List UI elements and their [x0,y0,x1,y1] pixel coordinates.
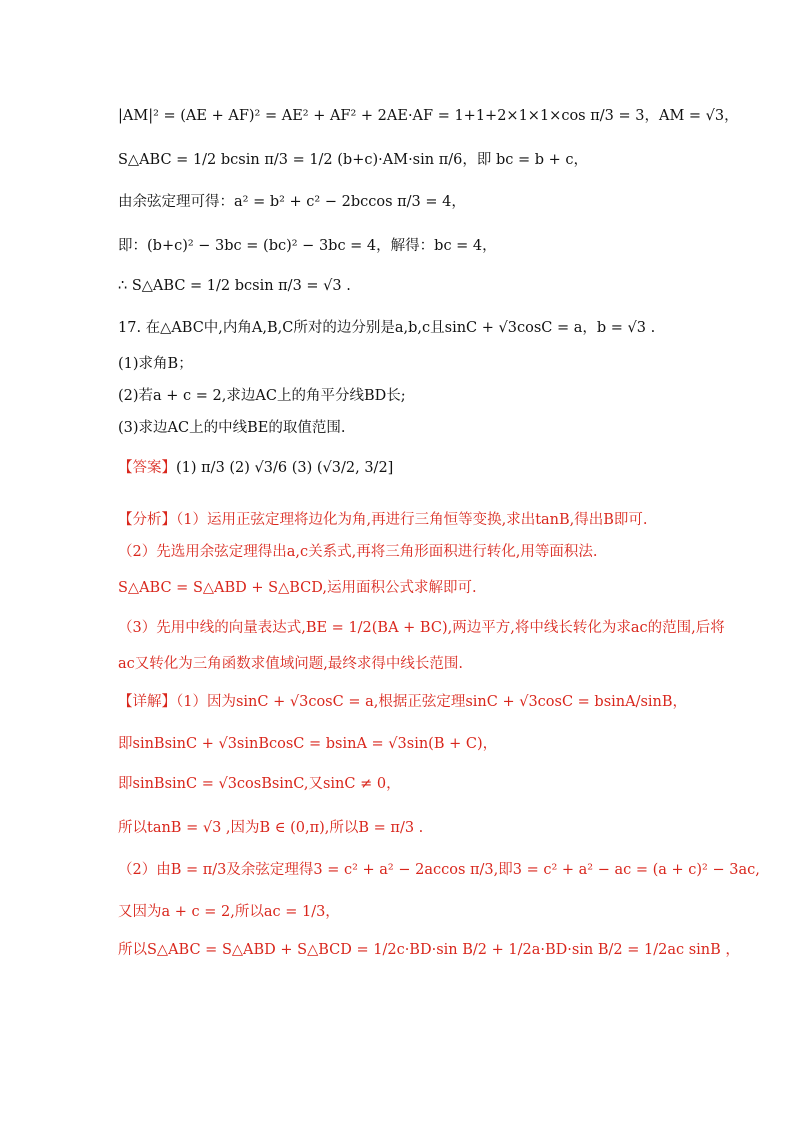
problem-17-part-1: (1)求角B； [118,356,193,372]
analysis-text-1: （1）运用正弦定理将边化为角,再进行三角恒等变换,求出tanB,得出B即可. [176,512,648,528]
line-5: ∴ S△ABC = 1/2 bcsin π/3 = √3 . [118,278,351,294]
detail-text-6: 又因为a + c = 2,所以ac = 1/3， [118,904,340,920]
analysis-line [118,510,648,530]
answer-text: (1) π/3 (2) √3/6 (3) (√3/2, 3/2] [176,460,394,476]
problem-17-stem: 17. 在△ABC中,内角A,B,C所对的边分别是a,b,c且sinC + √3cosC = a，b = √3 . [118,320,656,336]
detail-text-7: 所以S△ABC = S△ABD + S△BCD = 1/2c·BD·sin B/2 + 1/2a·BD·sin B/2 = 1/2ac sinB ， [118,942,740,958]
line-4: 即：(b+c)² − 3bc = (bc)² − 3bc = 4，解得：bc = 4， [118,238,497,254]
problem-17-part-3: (3)求边AC上的中线BE的取值范围. [118,420,346,436]
detail-text-4: 所以tanB = √3 ,因为B ∈ (0,π),所以B = π/3 . [118,820,424,836]
line-3: 由余弦定理可得：a² = b² + c² − 2bccos π/3 = 4， [118,194,466,210]
analysis-text-4: （3）先用中线的向量表达式,BE = 1/2(BA + BC),两边平方,将中线长转化为求ac的范围,后将 [118,620,725,636]
detail-text-5: （2）由B = π/3及余弦定理得3 = c² + a² − 2accos π/3,即3 = c² + a² − ac = (a + c)² − 3ac, [118,862,760,878]
analysis-text-3: S△ABC = S△ABD + S△BCD,运用面积公式求解即可. [118,580,477,596]
detail-text-1: （1）因为sinC + √3cosC = a,根据正弦定理sinC + √3cosC = bsinA/sinB， [176,694,688,710]
analysis-text-2: （2）先选用余弦定理得出a,c关系式,再将三角形面积进行转化,用等面积法. [118,544,598,560]
problem-17-part-2: (2)若a + c = 2,求边AC上的角平分线BD长; [118,388,406,404]
analysis-text-5: ac又转化为三角函数求值域问题,最终求得中线长范围. [118,656,463,672]
answer-tag: 【答案】 [118,460,176,476]
detail-tag: 【详解】 [118,694,176,710]
detail-line-1 [118,692,687,712]
answer-line [118,458,393,478]
line-2: S△ABC = 1/2 bcsin π/3 = 1/2 (b+c)·AM·sin π/6，即 bc = b + c， [118,152,588,168]
detail-text-2: 即sinBsinC + √3sinBcosC = bsinA = √3sin(B + C)， [118,736,498,752]
line-1: |AM|² = (AE + AF)² = AE² + AF² + 2AE·AF = 1+1+2×1×1×cos π/3 = 3，AM = √3， [118,108,739,124]
analysis-tag: 【分析】 [118,512,176,528]
detail-text-3: 即sinBsinC = √3cosBsinC,又sinC ≠ 0， [118,776,401,792]
